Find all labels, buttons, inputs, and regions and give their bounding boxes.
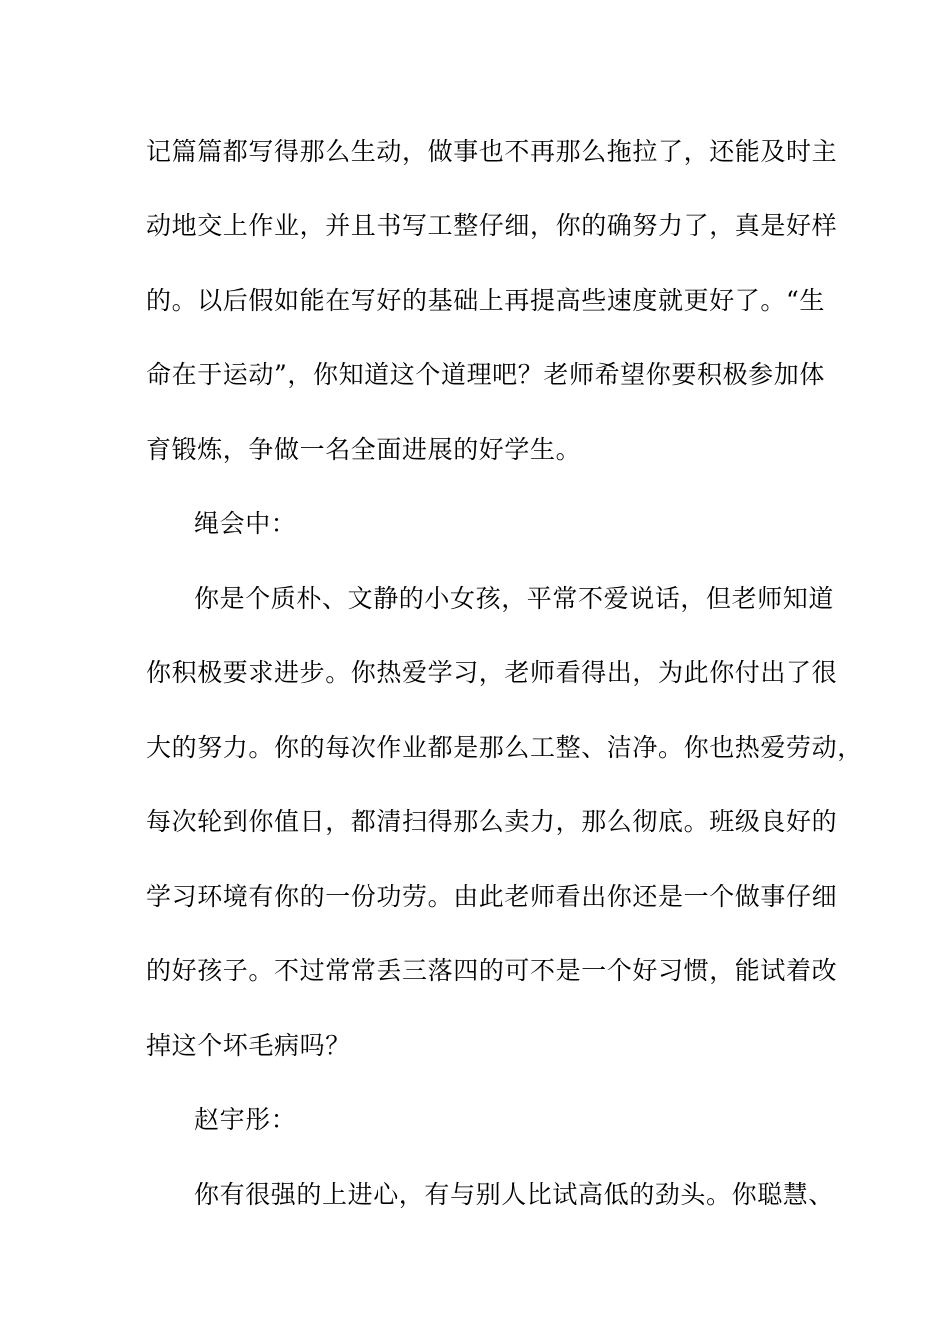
paragraph-line: 的好孩子。不过常常丢三落四的可不是一个好习惯，能试着改 bbox=[146, 956, 838, 985]
paragraph-line: 你积极要求进步。你热爱学习，老师看得出，为此你付出了很 bbox=[146, 658, 838, 687]
paragraph-line: 你是个质朴、文静的小女孩，平常不爱说话，但老师知道 bbox=[194, 584, 835, 613]
paragraph-line: 的。以后假如能在写好的基础上再提高些速度就更好了。“生 bbox=[146, 286, 825, 315]
paragraph-line: 你有很强的上进心，有与别人比试高低的劲头。你聪慧、 bbox=[194, 1180, 835, 1209]
paragraph-line: 命在于运动”，你知道这个道理吧？老师希望你要积极参加体 bbox=[146, 360, 825, 389]
paragraph-line: 记篇篇都写得那么生动，做事也不再那么拖拉了，还能及时主 bbox=[146, 137, 838, 166]
paragraph-line: 学习环境有你的一份功劳。由此老师看出你还是一个做事仔细 bbox=[146, 882, 838, 911]
student-name-heading: 赵宇彤： bbox=[194, 1105, 297, 1134]
paragraph-line: 每次轮到你值日，都清扫得那么卖力，那么彻底。班级良好的 bbox=[146, 807, 838, 836]
paragraph-line: 育锻炼，争做一名全面进展的好学生。 bbox=[146, 435, 582, 464]
student-name-heading: 绳会中： bbox=[194, 509, 297, 538]
paragraph-line: 掉这个坏毛病吗？ bbox=[146, 1031, 351, 1060]
paragraph-line: 动地交上作业，并且书写工整仔细，你的确努力了，真是好样 bbox=[146, 211, 838, 240]
paragraph-line: 大的努力。你的每次作业都是那么工整、洁净。你也热爱劳动， bbox=[146, 733, 863, 762]
